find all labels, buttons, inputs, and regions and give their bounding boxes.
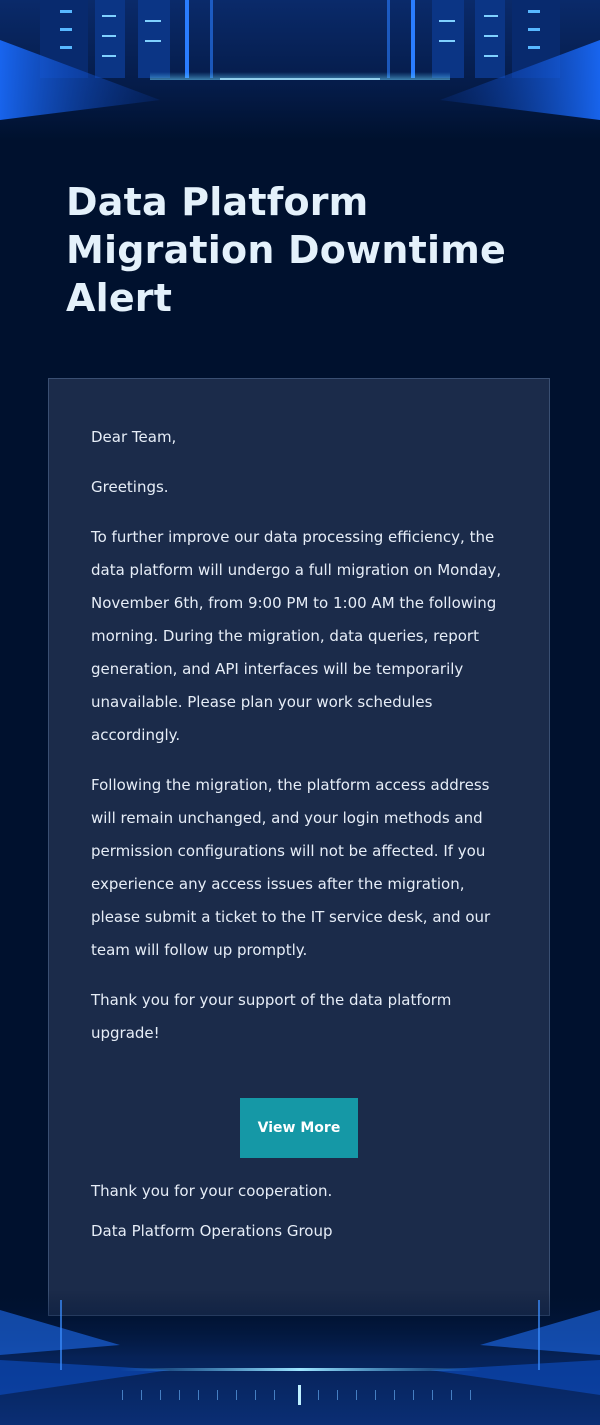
- body-paragraph-post-migration: Following the migration, the platform access address will remain unchanged, and your login methods and permission configurations will not be affected. If you experience any access issues after the migration, please submit a ticket to the IT service desk, and our team will follow up promptly.: [91, 776, 491, 959]
- signature: Data Platform Operations Group: [91, 1222, 333, 1240]
- closing-block: [91, 1175, 511, 1255]
- email-title: Data Platform Migration Downtime Alert: [66, 180, 506, 320]
- body-paragraph-thanks: Thank you for your support of the data platform upgrade!: [91, 991, 452, 1042]
- greeting-text: Greetings.: [91, 478, 169, 496]
- view-more-button[interactable]: View More: [240, 1098, 358, 1158]
- footer-banner-image: [0, 1290, 600, 1425]
- cta-container: [49, 1098, 549, 1158]
- greeting-name: Dear Team,: [91, 428, 177, 446]
- closing-text: Thank you for your cooperation.: [91, 1182, 333, 1200]
- message-card: [48, 378, 550, 1316]
- body-paragraph-migration-schedule: To further improve our data processing efficiency, the data platform will undergo a full migration on Monday, November 6th, from 9:00 PM to 1:00 AM the following morning. During the migration, data queries, report generation, and API interfaces will be temporarily unavailable. Please plan your work schedules accordingly.: [91, 528, 502, 744]
- message-body: [91, 421, 511, 1067]
- hero-banner-image: [0, 0, 600, 140]
